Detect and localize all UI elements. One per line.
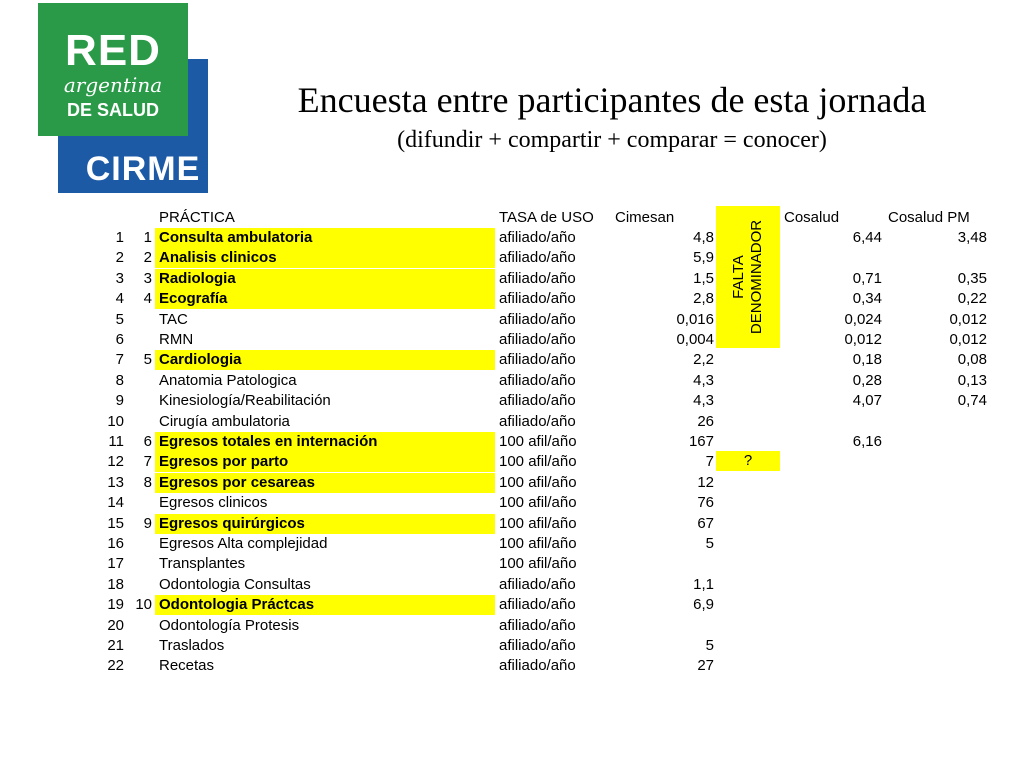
- cimesan-value: 4,3: [693, 371, 714, 389]
- tasa-de-uso: 100 afil/año: [499, 473, 577, 491]
- cosalud-value: [780, 616, 882, 636]
- cosalud-pm-value: [884, 432, 987, 452]
- practice-number: [128, 493, 152, 513]
- cosalud-value: [780, 452, 882, 472]
- practice-number: [128, 310, 152, 330]
- practice-number: [128, 412, 152, 432]
- table-row: [0, 310, 1024, 330]
- tasa-de-uso: afiliado/año: [499, 290, 576, 308]
- practica: Egresos quirúrgicos: [155, 514, 495, 534]
- table-row: [0, 514, 1024, 534]
- cimesan-value: 12: [697, 473, 714, 491]
- row-number: 4: [115, 290, 124, 308]
- cimesan-value: 0,004: [676, 331, 714, 348]
- tasa-de-uso: afiliado/año: [499, 351, 576, 369]
- cimesan-value: 4,3: [693, 392, 714, 410]
- table-row: [0, 616, 1024, 636]
- table-row: [0, 636, 1024, 656]
- question-mark-box: ?: [716, 451, 780, 471]
- table-row: [0, 534, 1024, 554]
- cimesan-value: 4,8: [693, 229, 714, 246]
- cosalud-value: [780, 514, 882, 534]
- practice-number: 6: [143, 433, 152, 450]
- table-row: [0, 656, 1024, 676]
- falta-denominador-box: [716, 206, 780, 348]
- row-number: 21: [107, 637, 124, 654]
- cimesan-value: 5,9: [693, 249, 714, 267]
- row-number: 5: [115, 310, 124, 328]
- cosalud-pm-value: 0,35: [957, 269, 987, 287]
- header-cosalud-pm: Cosalud PM: [888, 209, 970, 226]
- tasa-de-uso: afiliado/año: [499, 657, 576, 675]
- tasa-de-uso: afiliado/año: [499, 229, 576, 246]
- practice-number: [128, 636, 152, 656]
- cosalud-pm-value: 0,74: [957, 392, 987, 410]
- cosalud-value: 0,18: [852, 351, 882, 369]
- logo-red-text: RED: [65, 26, 161, 75]
- tasa-de-uso: afiliado/año: [499, 392, 576, 410]
- practica: Consulta ambulatoria: [155, 228, 495, 248]
- cimesan-value: 67: [697, 514, 714, 532]
- row-number: 17: [107, 555, 124, 573]
- tasa-de-uso: 100 afil/año: [499, 433, 577, 450]
- practica: Cardiologia: [155, 350, 495, 370]
- practica: Egresos clinicos: [159, 494, 268, 512]
- row-number: 14: [107, 494, 124, 512]
- cimesan-value: 1,1: [693, 575, 714, 593]
- practica: Odontologia Consultas: [159, 575, 311, 593]
- table-row: [0, 228, 1024, 248]
- cosalud-pm-value: [884, 616, 987, 636]
- cosalud-pm-value: [884, 575, 987, 595]
- cosalud-value: 6,44: [852, 229, 882, 246]
- tasa-de-uso: afiliado/año: [499, 616, 576, 634]
- tasa-de-uso: afiliado/año: [499, 310, 576, 328]
- practice-number: 7: [143, 453, 152, 471]
- practice-number: 2: [143, 249, 152, 267]
- practice-number: [128, 616, 152, 636]
- row-number: 11: [108, 433, 124, 450]
- row-number: 19: [107, 596, 124, 614]
- row-number: 8: [115, 371, 124, 389]
- cosalud-value: [780, 656, 882, 676]
- table-row: [0, 473, 1024, 493]
- row-number: 1: [115, 229, 124, 246]
- cosalud-value: [780, 493, 882, 513]
- practice-number: [128, 554, 152, 574]
- practice-number: 3: [143, 269, 152, 287]
- row-number: 15: [107, 514, 124, 532]
- row-number: 18: [107, 575, 124, 593]
- cimesan-value: 2,8: [693, 290, 714, 308]
- cimesan-value: [615, 616, 714, 636]
- practice-number: 9: [143, 514, 152, 532]
- table-row: [0, 452, 1024, 472]
- cimesan-value: 0,016: [676, 310, 714, 328]
- practica: Egresos totales en internación: [155, 432, 495, 452]
- header-cosalud: Cosalud: [784, 209, 840, 226]
- cosalud-pm-value: 0,13: [957, 371, 987, 389]
- practica: Transplantes: [159, 555, 246, 573]
- row-number: 9: [115, 392, 124, 410]
- practica: Anatomia Patologica: [159, 371, 297, 389]
- table-row: [0, 330, 1024, 350]
- cosalud-pm-value: [884, 656, 987, 676]
- cosalud-value: [780, 636, 882, 656]
- cimesan-value: 5: [705, 535, 714, 552]
- tasa-de-uso: afiliado/año: [499, 371, 576, 389]
- logo-cirme-text: CIRME: [85, 150, 201, 188]
- falta-denominador-label: FALTA DENOMINADOR: [730, 219, 765, 335]
- cosalud-value: [780, 248, 882, 268]
- tasa-de-uso: 100 afil/año: [499, 555, 577, 573]
- header-tasa-de-uso: TASA de USO: [499, 209, 594, 226]
- practica: TAC: [159, 310, 188, 328]
- cosalud-value: 0,012: [844, 331, 882, 348]
- table-row: [0, 554, 1024, 574]
- logo-de-salud-text: DE SALUD: [66, 100, 159, 120]
- practica: Kinesiología/Reabilitación: [159, 392, 331, 410]
- cosalud-pm-value: [884, 248, 987, 268]
- header-practica: PRÁCTICA: [159, 209, 235, 226]
- cosalud-pm-value: 0,012: [949, 310, 987, 328]
- practica: RMN: [159, 331, 194, 348]
- cosalud-pm-value: [884, 493, 987, 513]
- cimesan-value: [615, 554, 714, 574]
- table-row: [0, 269, 1024, 289]
- practica: Traslados: [159, 637, 225, 654]
- cosalud-value: [780, 412, 882, 432]
- practice-number: [128, 534, 152, 554]
- cosalud-pm-value: [884, 595, 987, 615]
- practica: Cirugía ambulatoria: [159, 412, 290, 430]
- row-number: 22: [107, 657, 124, 675]
- cosalud-value: 4,07: [852, 392, 882, 410]
- table-row: [0, 289, 1024, 309]
- cosalud-value: [780, 534, 882, 554]
- row-number: 12: [107, 453, 124, 471]
- tasa-de-uso: afiliado/año: [499, 412, 576, 430]
- table-row: [0, 432, 1024, 452]
- cimesan-value: 6,9: [693, 596, 714, 614]
- practice-number: 4: [143, 290, 152, 308]
- tasa-de-uso: 100 afil/año: [499, 453, 577, 471]
- tasa-de-uso: afiliado/año: [499, 269, 576, 287]
- cosalud-pm-value: [884, 534, 987, 554]
- cosalud-pm-value: [884, 514, 987, 534]
- cosalud-pm-value: 3,48: [957, 229, 987, 246]
- cosalud-pm-value: [884, 412, 987, 432]
- practica: Egresos por cesareas: [155, 473, 495, 493]
- practica: Radiologia: [155, 269, 495, 289]
- page-subtitle: (difundir + compartir + comparar = conocer): [397, 127, 827, 153]
- row-number: 20: [107, 616, 124, 634]
- practice-number: 10: [135, 596, 152, 614]
- cosalud-pm-value: 0,08: [957, 351, 987, 369]
- table-row: [0, 575, 1024, 595]
- row-number: 6: [115, 331, 124, 348]
- page-title: Encuesta entre participantes de esta jornada: [297, 80, 927, 120]
- cimesan-value: 2,2: [693, 351, 714, 369]
- cosalud-pm-value: 0,22: [957, 290, 987, 308]
- practica: Odontologia Práctcas: [155, 595, 495, 615]
- tasa-de-uso: afiliado/año: [499, 249, 576, 267]
- cosalud-value: 0,28: [852, 371, 882, 389]
- table-header-row: [0, 208, 1024, 228]
- logo-argentina-text: argentina: [63, 73, 163, 97]
- cosalud-value: 0,024: [844, 310, 882, 328]
- row-number: 2: [115, 249, 124, 267]
- cimesan-value: 76: [697, 494, 714, 512]
- red-argentina-de-salud-logo: [38, 3, 208, 193]
- cimesan-value: 1,5: [693, 269, 714, 287]
- practica: Recetas: [159, 657, 215, 675]
- cosalud-pm-value: [884, 452, 987, 472]
- cimesan-value: 27: [697, 657, 714, 675]
- cosalud-value: 0,71: [852, 269, 882, 287]
- practica: Ecografía: [155, 289, 495, 309]
- logo-green-block: [38, 3, 188, 136]
- header-cimesan: Cimesan: [615, 209, 675, 226]
- practice-rates-table: [0, 206, 1024, 686]
- cosalud-value: [780, 595, 882, 615]
- cosalud-value: 0,34: [852, 290, 882, 308]
- practice-number: [128, 656, 152, 676]
- table-row: [0, 248, 1024, 268]
- practice-number: [128, 391, 152, 411]
- tasa-de-uso: afiliado/año: [499, 637, 576, 654]
- table-row: [0, 391, 1024, 411]
- table-row: [0, 371, 1024, 391]
- cosalud-pm-value: [884, 636, 987, 656]
- row-number: 16: [107, 535, 124, 552]
- practica: Egresos Alta complejidad: [159, 535, 328, 552]
- cimesan-value: 167: [688, 433, 714, 450]
- practica: Analisis clinicos: [155, 248, 495, 268]
- cosalud-pm-value: [884, 473, 987, 493]
- practice-number: [128, 575, 152, 595]
- tasa-de-uso: afiliado/año: [499, 331, 576, 348]
- practice-number: [128, 330, 152, 350]
- cosalud-pm-value: 0,012: [949, 331, 987, 348]
- table-row: [0, 493, 1024, 513]
- tasa-de-uso: afiliado/año: [499, 575, 576, 593]
- practica: Egresos por parto: [155, 452, 495, 472]
- row-number: 7: [115, 351, 124, 369]
- cimesan-value: 26: [697, 412, 714, 430]
- practice-number: 1: [143, 229, 152, 246]
- practice-number: [128, 371, 152, 391]
- cosalud-value: [780, 554, 882, 574]
- cosalud-value: [780, 473, 882, 493]
- tasa-de-uso: 100 afil/año: [499, 514, 577, 532]
- cimesan-value: 7: [705, 453, 714, 471]
- practice-number: 5: [143, 351, 152, 369]
- cimesan-value: 5: [705, 637, 714, 654]
- table-row: [0, 412, 1024, 432]
- practice-number: 8: [143, 473, 152, 491]
- row-number: 10: [107, 412, 124, 430]
- table-row: [0, 350, 1024, 370]
- row-number: 13: [107, 473, 124, 491]
- table-row: [0, 595, 1024, 615]
- cosalud-value: 6,16: [852, 433, 882, 450]
- practica: Odontología Protesis: [159, 616, 300, 634]
- tasa-de-uso: 100 afil/año: [499, 535, 577, 552]
- row-number: 3: [115, 269, 124, 287]
- cosalud-pm-value: [884, 554, 987, 574]
- tasa-de-uso: afiliado/año: [499, 596, 576, 614]
- cosalud-value: [780, 575, 882, 595]
- tasa-de-uso: 100 afil/año: [499, 494, 577, 512]
